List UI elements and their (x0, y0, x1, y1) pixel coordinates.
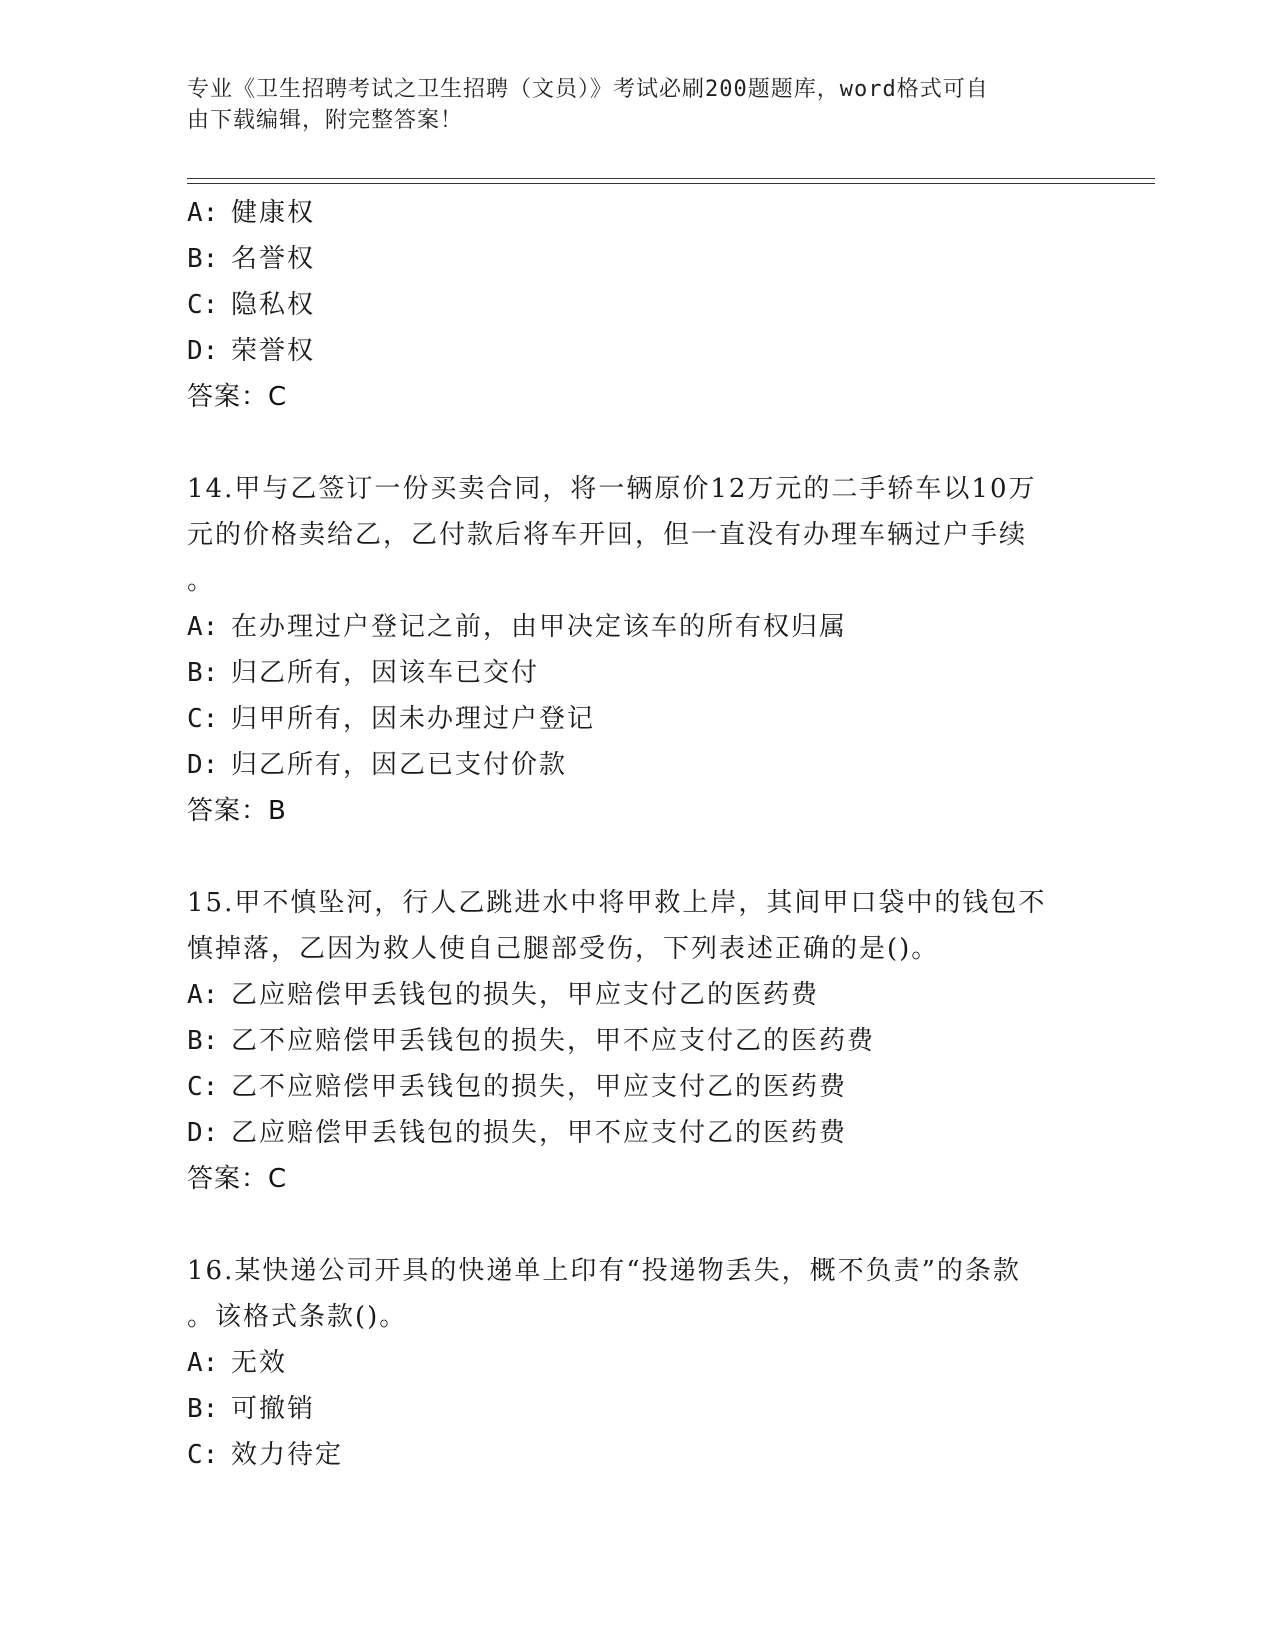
option-c (187, 1432, 1087, 1478)
option-b (187, 236, 1087, 282)
option-key: B: (187, 244, 219, 274)
question-text-line: 。该格式条款()。 (187, 1302, 408, 1332)
question-content (187, 190, 1087, 1478)
question-text-line: 慎掉落，乙因为救人使自己腿部受伤，下列表述正确的是()。 (187, 934, 940, 964)
question-text-line: 14.甲与乙签订一份买卖合同，将一辆原价12万元的二手轿车以10万 (187, 474, 1037, 504)
option-key: B: (187, 658, 219, 688)
header-line-2: 由下载编辑，附完整答案！ (187, 108, 464, 133)
option-text: 乙不应赔偿甲丢钱包的损失，甲不应支付乙的医药费 (231, 1026, 876, 1056)
question-text-line: 。 (187, 566, 216, 596)
option-text: 在办理过户登记之前，由甲决定该车的所有权归属 (231, 612, 848, 642)
option-text: 归乙所有，因该车已交付 (231, 658, 540, 688)
option-b (187, 1386, 1087, 1432)
option-text: 乙应赔偿甲丢钱包的损失，甲不应支付乙的医药费 (231, 1118, 848, 1148)
option-b (187, 1018, 1087, 1064)
option-text: 名誉权 (231, 244, 316, 274)
option-key: A: (187, 612, 219, 642)
option-key: A: (187, 1348, 219, 1378)
option-a (187, 190, 1087, 236)
option-text: 归乙所有，因乙已支付价款 (231, 750, 568, 780)
header-divider-bottom (187, 183, 1155, 184)
option-key: B: (187, 1026, 219, 1056)
question-text-line: 15.甲不慎坠河，行人乙跳进水中将甲救上岸，其间甲口袋中的钱包不 (187, 888, 1047, 918)
option-text: 无效 (231, 1348, 288, 1378)
spacer (187, 1202, 1087, 1248)
question-16-block (187, 1248, 1087, 1478)
option-a (187, 972, 1087, 1018)
question-14-block (187, 466, 1087, 834)
option-key: C: (187, 1072, 219, 1102)
question-15-block (187, 880, 1087, 1202)
option-c (187, 1064, 1087, 1110)
spacer (187, 834, 1087, 880)
option-key: A: (187, 980, 219, 1010)
option-text: 乙应赔偿甲丢钱包的损失，甲应支付乙的医药费 (231, 980, 820, 1010)
option-text: 可撤销 (231, 1394, 316, 1424)
option-d (187, 742, 1087, 788)
option-c (187, 282, 1087, 328)
option-text: 健康权 (231, 198, 316, 228)
option-d (187, 1110, 1087, 1156)
option-a (187, 1340, 1087, 1386)
question-text (187, 880, 1067, 972)
option-text: 效力待定 (231, 1440, 344, 1470)
option-key: D: (187, 750, 219, 780)
option-key: D: (187, 1118, 219, 1148)
option-key: C: (187, 290, 219, 320)
option-text: 隐私权 (231, 290, 316, 320)
question-13-block (187, 190, 1087, 420)
option-text: 荣誉权 (231, 336, 316, 366)
option-text: 乙不应赔偿甲丢钱包的损失，甲应支付乙的医药费 (231, 1072, 848, 1102)
question-text-line: 元的价格卖给乙，乙付款后将车开回，但一直没有办理车辆过户手续 (187, 520, 1028, 550)
option-key: D: (187, 336, 219, 366)
answer-line: 答案：C (187, 382, 288, 412)
option-a (187, 604, 1087, 650)
option-key: C: (187, 704, 219, 734)
option-text: 归甲所有，因未办理过户登记 (231, 704, 596, 734)
question-text-line: 16.某快递公司开具的快递单上印有“投递物丢失，概不负责”的条款 (187, 1256, 1021, 1286)
answer-line: 答案：B (187, 796, 287, 826)
question-text (187, 1248, 1067, 1340)
option-d (187, 328, 1087, 374)
answer-line: 答案：C (187, 1164, 288, 1194)
header-divider-top (187, 178, 1155, 179)
option-key: C: (187, 1440, 219, 1470)
option-key: B: (187, 1394, 219, 1424)
option-b (187, 650, 1087, 696)
option-c (187, 696, 1087, 742)
option-key: A: (187, 198, 219, 228)
header-line-1: 专业《卫生招聘考试之卫生招聘（文员）》考试必刷200题题库，word格式可自 (187, 77, 989, 102)
question-text (187, 466, 1067, 604)
document-header (187, 74, 1067, 136)
spacer (187, 420, 1087, 466)
